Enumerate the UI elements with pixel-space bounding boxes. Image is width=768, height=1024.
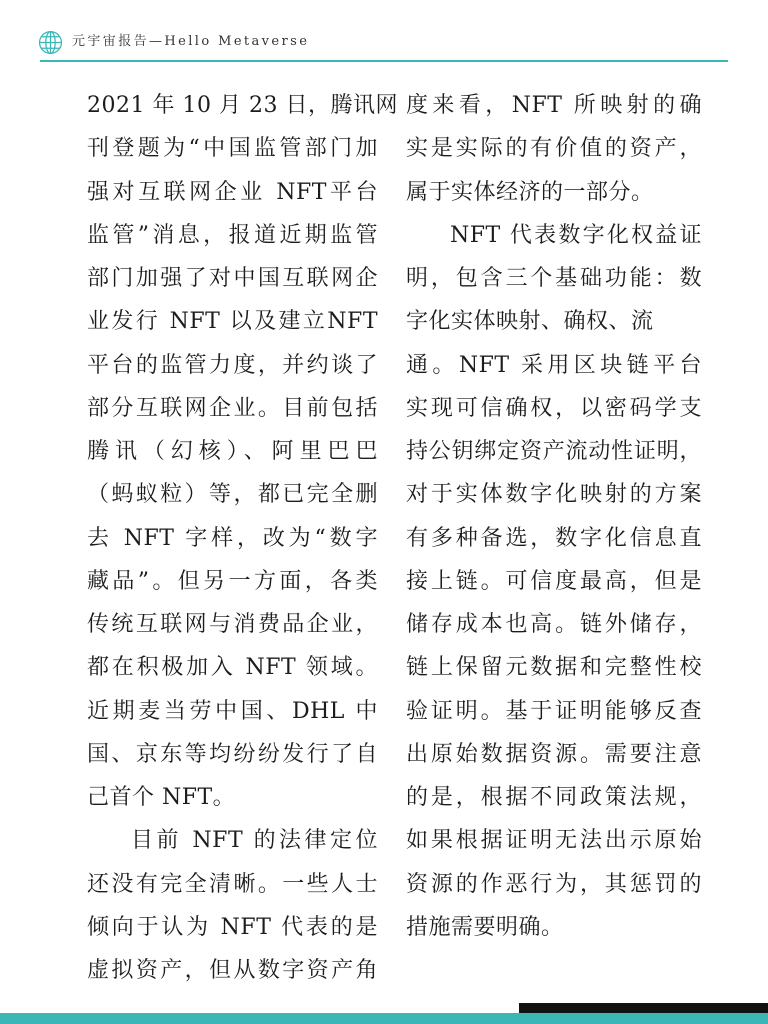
globe-icon bbox=[38, 30, 63, 55]
text-line: 属于实体经济的一部分。 bbox=[406, 179, 654, 205]
text-line: 国、京东等均纷纷发行了自 bbox=[87, 741, 378, 767]
header-title: 元宇宙报告—Hello Metaverse bbox=[72, 34, 310, 49]
text-line: 度来看，NFT 所映射的确 bbox=[406, 93, 702, 118]
text-line: 接上链。可信度最高，但是 bbox=[406, 568, 702, 594]
text-line: 监管”消息，报道近期监管 bbox=[87, 222, 378, 248]
text-line: 部分互联网企业。目前包括 bbox=[87, 395, 378, 421]
text-line: 目前 NFT 的法律定位 bbox=[131, 828, 378, 854]
text-line: 强对互联网企业 NFT平台 bbox=[87, 179, 378, 205]
footer-dark-bar bbox=[519, 1003, 768, 1013]
header-rule bbox=[40, 60, 728, 62]
text-line: 实现可信确权，以密码学支 bbox=[406, 395, 702, 421]
text-line: 储存成本也高。链外储存， bbox=[406, 612, 702, 637]
text-line: 倾向于认为 NFT 代表的是 bbox=[87, 914, 378, 940]
text-line: 近期麦当劳中国、DHL 中 bbox=[87, 698, 378, 724]
text-line: 腾讯（幻核）、阿里巴巴 bbox=[87, 439, 378, 464]
text-line: 资源的作恶行为，其惩罚的 bbox=[406, 871, 702, 897]
text-line: 藏品”。但另一方面，各类 bbox=[87, 568, 378, 594]
left-column bbox=[87, 84, 398, 992]
text-line: 验证明。基于证明能够反查 bbox=[406, 698, 702, 724]
text-line: 措施需要明确。 bbox=[406, 914, 564, 940]
footer-accent-bar bbox=[0, 1013, 768, 1024]
text-line: 去 NFT 字样，改为“数字 bbox=[87, 525, 378, 551]
text-line: 虚拟资产，但从数字资产角 bbox=[87, 958, 378, 983]
text-line: 实是实际的有价值的资产， bbox=[406, 136, 702, 162]
text-line: 通。NFT 采用区块链平台 bbox=[406, 352, 702, 378]
text-line: 传统互联网与消费品企业， bbox=[87, 612, 378, 637]
text-line: 部门加强了对中国互联网企 bbox=[87, 266, 378, 291]
text-line: 有多种备选，数字化信息直 bbox=[406, 525, 702, 551]
text-line: 如果根据证明无法出示原始 bbox=[406, 828, 702, 854]
text-line: 2021 年 10 月 23 日，腾讯网 bbox=[87, 93, 398, 118]
text-line: 刊登题为“中国监管部门加 bbox=[87, 136, 378, 162]
text-line: NFT 代表数字化权益证 bbox=[450, 222, 702, 248]
text-line: （蚂蚁粒）等，都已完全删 bbox=[87, 482, 378, 508]
text-line: 己首个 NFT。 bbox=[87, 785, 236, 810]
text-line: 还没有完全清晰。一些人士 bbox=[87, 871, 378, 897]
text-line: 的是，根据不同政策法规， bbox=[406, 785, 702, 810]
text-line: 明，包含三个基础功能：数 bbox=[406, 266, 702, 291]
right-column bbox=[406, 84, 702, 949]
text-line: 出原始数据资源。需要注意 bbox=[406, 741, 702, 767]
text-line: 字化实体映射、确权、流 bbox=[406, 309, 654, 335]
text-line: 业发行 NFT 以及建立NFT bbox=[87, 309, 378, 335]
text-line: 链上保留元数据和完整性校 bbox=[406, 655, 702, 681]
text-line: 平台的监管力度，并约谈了 bbox=[87, 352, 378, 378]
text-line: 对于实体数字化映射的方案 bbox=[406, 482, 702, 508]
text-line: 持公钥绑定资产流动性证明， bbox=[406, 439, 702, 464]
text-line: 都在积极加入 NFT 领域。 bbox=[87, 655, 378, 681]
